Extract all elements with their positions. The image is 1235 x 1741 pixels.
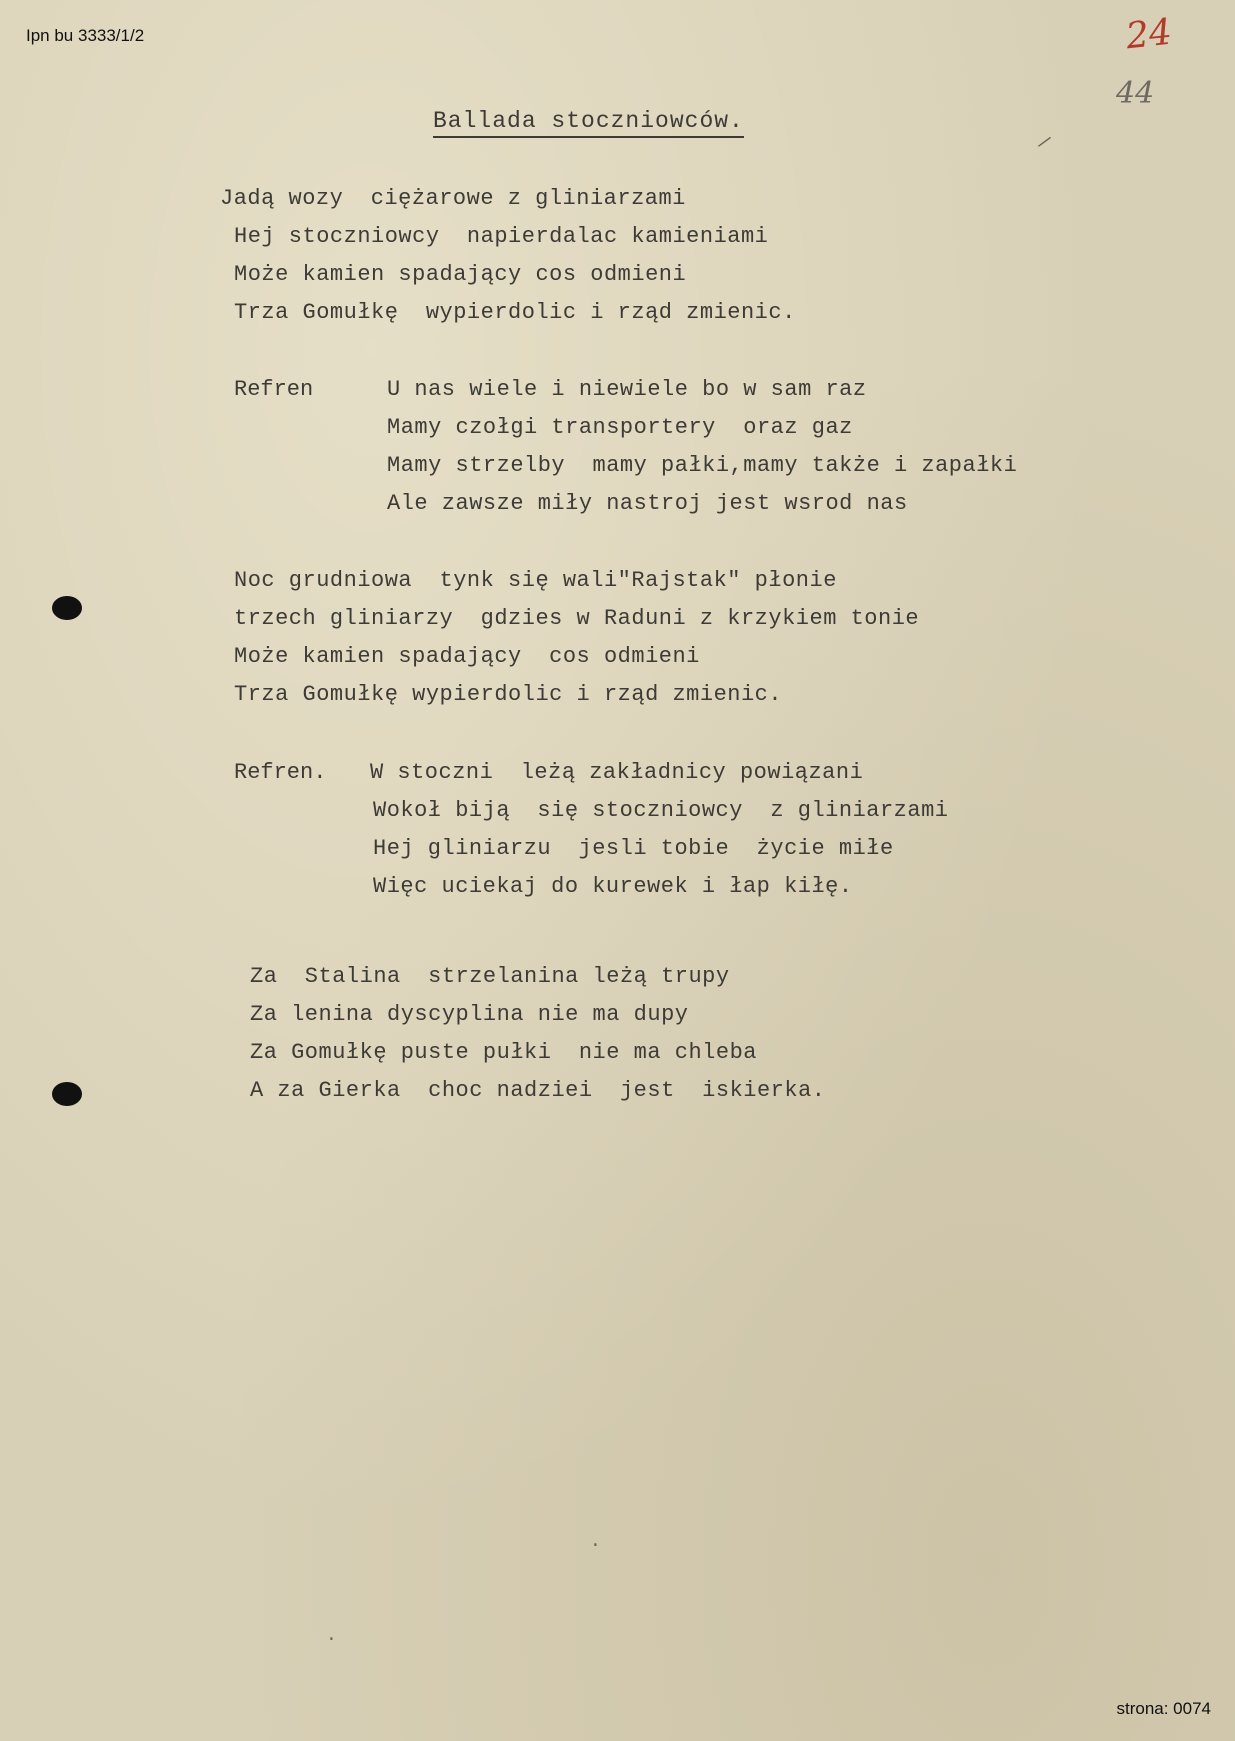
refrain-1-line-2: Mamy czołgi transportery oraz gaz — [387, 415, 853, 440]
refrain-2-line-2: Wokoł biją się stoczniowcy z gliniarzami — [373, 798, 949, 823]
stanza-1-line-2: Hej stoczniowcy napierdalac kamieniami — [234, 224, 769, 249]
refrain-1-label: Refren — [234, 377, 314, 402]
handwritten-folio-number: 24 — [1123, 11, 1174, 58]
stanza-1-line-3: Może kamien spadający cos odmieni — [234, 262, 687, 287]
ink-mark: / — [1034, 132, 1053, 156]
stanza-2-line-4: Trza Gomułkę wypierdolic i rząd zmienic. — [234, 682, 783, 707]
page-number: strona: 0074 — [1116, 1699, 1211, 1718]
document-title: Ballada stoczniowców. — [433, 108, 744, 138]
stanza-1-line-4: Trza Gomułkę wypierdolic i rząd zmienic. — [234, 300, 796, 325]
stanza-2-line-1: Noc grudniowa tynk się wali"Rajstak" płonie — [234, 568, 837, 593]
handwritten-old-folio-number: 44 — [1116, 76, 1155, 111]
ink-speck: · — [590, 1536, 601, 1556]
punch-hole-top — [52, 596, 82, 620]
ink-speck: · — [326, 1630, 337, 1650]
stanza-3-line-2: Za lenina dyscyplina nie ma dupy — [250, 1002, 689, 1027]
archive-reference: Ipn bu 3333/1/2 — [26, 26, 145, 45]
stanza-3-line-3: Za Gomułkę puste pułki nie ma chleba — [250, 1040, 757, 1065]
refrain-1-line-4: Ale zawsze miły nastroj jest wsrod nas — [387, 491, 908, 516]
refrain-2-line-1: W stoczni leżą zakładnicy powiązani — [370, 760, 864, 785]
stanza-3-line-1: Za Stalina strzelanina leżą trupy — [250, 964, 730, 989]
stanza-2-line-3: Może kamien spadający cos odmieni — [234, 644, 700, 669]
stanza-1-line-1: Jadą wozy ciężarowe z gliniarzami — [220, 186, 686, 211]
refrain-1-line-3: Mamy strzelby mamy pałki,mamy także i zapałki — [387, 453, 1018, 478]
stanza-2-line-2: trzech gliniarzy gdzies w Raduni z krzykiem tonie — [234, 606, 920, 631]
refrain-2-line-4: Więc uciekaj do kurewek i łap kiłę. — [373, 874, 853, 899]
refrain-2-line-3: Hej gliniarzu jesli tobie życie miłe — [373, 836, 894, 861]
stanza-3-line-4: A za Gierka choc nadziei jest iskierka. — [250, 1078, 826, 1103]
punch-hole-bottom — [52, 1082, 82, 1106]
refrain-2-label: Refren. — [234, 760, 327, 785]
refrain-1-line-1: U nas wiele i niewiele bo w sam raz — [387, 377, 867, 402]
